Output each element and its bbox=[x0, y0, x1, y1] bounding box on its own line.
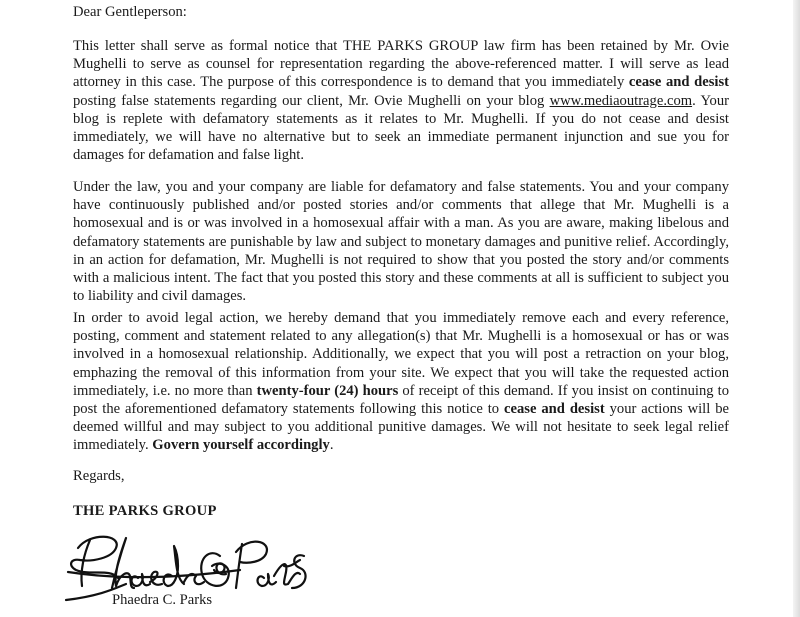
paragraph-demand-text-a: In order to avoid legal action, we hereby demand that you immediately remove each and every reference, posting, comment and statement related to any allegation(s) that Mr. Mughelli is a homosexual or has or was involved in a homosexual relationship. Additionally, we expect that you will post a retraction on your blog, emphazing the removal of this information from your site. We expect that you will take the requested action immediately, i.e. no more than bbox=[73, 310, 729, 399]
blog-link[interactable]: www.mediaoutrage.com bbox=[549, 92, 693, 109]
paragraph-demand-text-c: your actions will be deemed willful and may subject to you additional punitive damages. We will not hesitate to seek legal relief immediately. bbox=[73, 401, 729, 454]
cease-desist-bold-2: cease and desist bbox=[504, 401, 605, 418]
paragraph-demand-text-b: of receipt of this demand. If you insist on continuing to post the aforementioned defamatory statements following this notice to bbox=[73, 382, 729, 418]
paragraph-notice-text-b: posting false statements regarding our client, Mr. Ovie Mughelli on your blog bbox=[73, 92, 550, 109]
cease-desist-bold: cease and desist bbox=[628, 74, 729, 91]
closing: Regards, bbox=[73, 468, 125, 484]
paragraph-notice-text-a: This letter shall serve as formal notice that THE PARKS GROUP law firm has been retained by Mr. Ovie Mughelli to serve as counsel for representation regarding the above-referenced matter. I will serve as lead attorney in this case. The purpose of this correspondence is to demand that you immediately bbox=[73, 38, 729, 91]
paragraph-demand bbox=[73, 309, 729, 455]
paragraph-liability: Under the law, you and your company are liable for defamatory and false statements. You and your company have continuously published and/or posted stories and/or comments that allege that Mr. Mughelli is a homosexual and is or was involved in a homosexual affair with a man. As you are aware, making libelous and defamatory statements are punishable by law and subject to monetary damages and punitive relief. Accordingly, in an action for defamation, Mr. Mughelli is not required to show that you posted the story and/or comments with a malicious intent. The fact that you posted this story and these comments at all is sufficient to subject you to liability and civil damages. bbox=[73, 179, 729, 305]
govern-yourself-bold: Govern yourself accordingly bbox=[152, 437, 330, 454]
paragraph-demand-text-d: . bbox=[329, 437, 334, 454]
firm-name: THE PARKS GROUP bbox=[73, 503, 217, 519]
scan-edge-shadow bbox=[793, 0, 800, 617]
signer-name: Phaedra C. Parks bbox=[112, 592, 213, 608]
deadline-bold: twenty-four (24) hours bbox=[256, 382, 399, 399]
salutation: Dear Gentleperson: bbox=[73, 4, 187, 20]
paragraph-notice bbox=[73, 37, 729, 164]
paragraph-notice-text-c: . Your blog is replete with defamatory statements as it relates to Mr. Mughelli. If you do not cease and desist immediately, we will have no alternative but to seek an immediate permanent injunction and sue you for damages for defamation and false light. bbox=[73, 92, 729, 164]
